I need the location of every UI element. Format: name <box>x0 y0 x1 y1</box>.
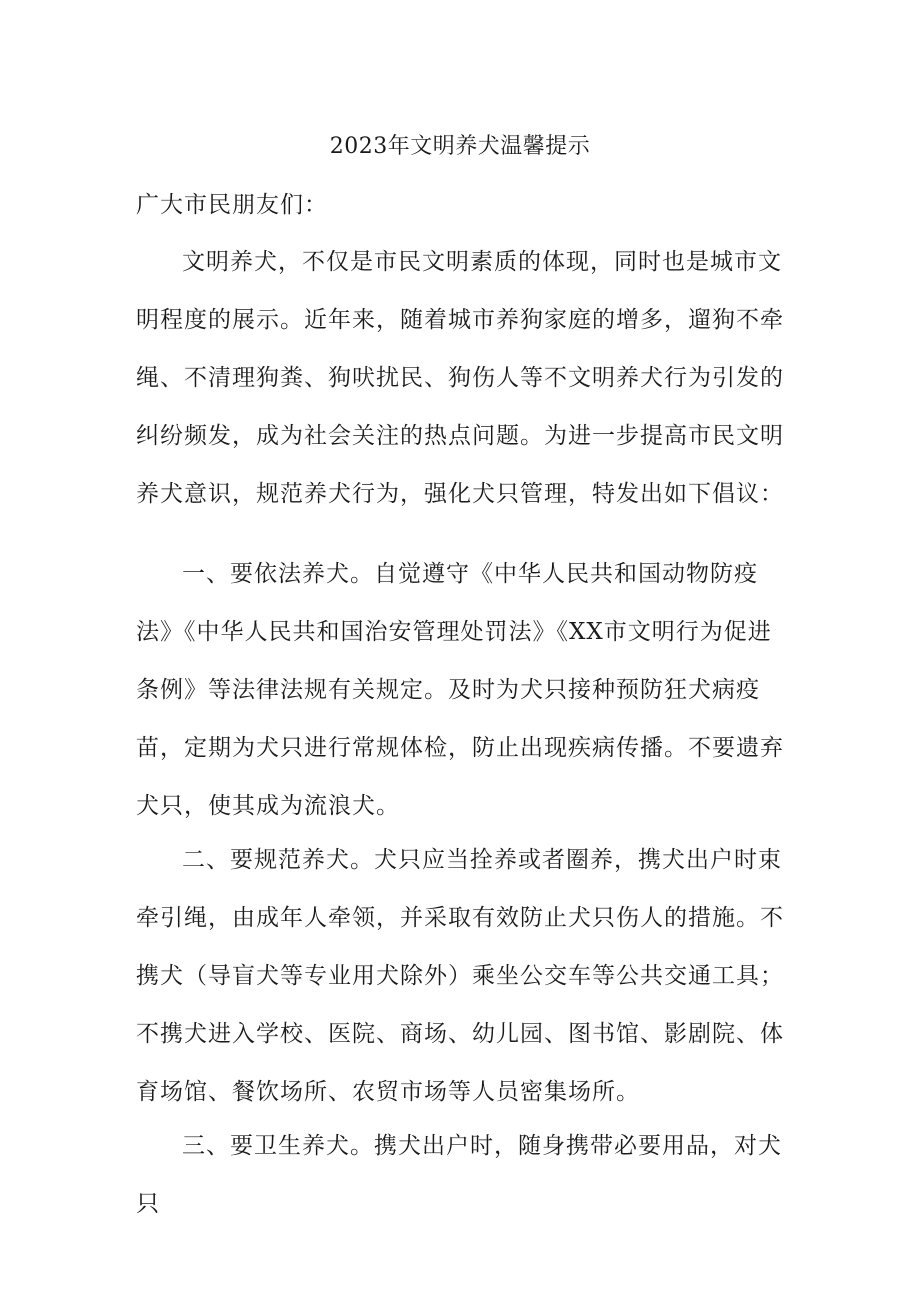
salutation: 广大市民朋友们： <box>136 192 328 218</box>
paragraph-legal-raising: 一、要依法养犬。自觉遵守《中华人民共和国动物防疫法》《中华人民共和国治安管理处罚法》《XX市文明行为促进条例》等法律法规有关规定。及时为犬只接种预防狂犬病疫苗，定期为犬只进行常规体检，防止出现疾病传播。不要遗弃犬只，使其成为流浪犬。 <box>136 561 784 819</box>
paragraph-standard-raising: 二、要规范养犬。犬只应当拴养或者圈养，携犬出户时束牵引绳，由成年人牵领，并采取有效防止犬只伤人的措施。不携犬（导盲犬等专业用犬除外）乘坐公交车等公共交通工具；不携犬进入学校、医院、商场、幼儿园、图书馆、影剧院、体育场馆、餐饮场所、农贸市场等人员密集场所。 <box>136 847 784 1105</box>
document-title: 2023年文明养犬温馨提示 <box>329 134 591 159</box>
paragraph-hygienic-raising: 三、要卫生养犬。携犬出户时，随身携带必要用品，对犬只 <box>136 1133 782 1217</box>
paragraph-intro: 文明养犬，不仅是市民文明素质的体现，同时也是城市文明程度的展示。近年来，随着城市养狗家庭的增多，遛狗不牵绳、不清理狗粪、狗吠扰民、狗伤人等不文明养犬行为引发的纠纷频发，成为社会关注的热点问题。为进一步提高市民文明养犬意识，规范养犬行为，强化犬只管理，特发出如下倡议： <box>136 249 784 507</box>
